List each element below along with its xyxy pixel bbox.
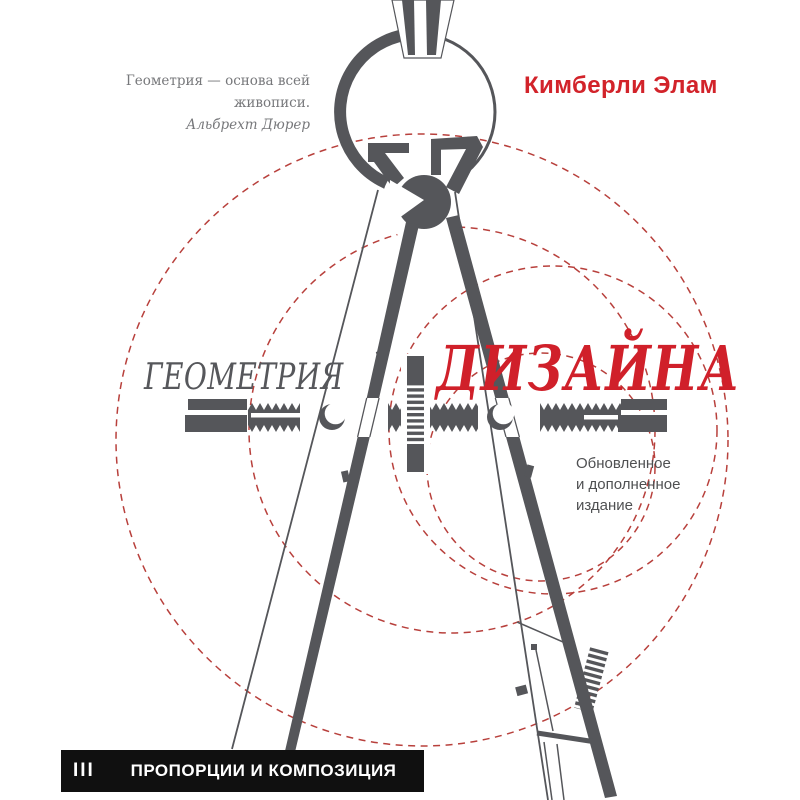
title-part-design: ДИЗАЙНА — [436, 332, 741, 405]
leg-step — [341, 470, 350, 482]
epigraph-attribution: Альбрехт Дюрер — [186, 117, 310, 133]
series-bar — [61, 750, 424, 792]
clamp-knob — [515, 685, 528, 697]
compass-handle — [392, 0, 454, 58]
edition-line: Обновленное — [576, 455, 671, 472]
left-leg-lower — [285, 437, 370, 752]
crossbar — [537, 733, 596, 742]
thread-segments — [248, 403, 621, 432]
edition-line: издание — [576, 497, 634, 514]
edition-line: и дополненное — [576, 476, 681, 493]
center-spindle — [401, 354, 430, 474]
series-title: ПРОПОРЦИИ И КОМПОЗИЦИЯ — [130, 761, 397, 780]
publisher-logo: III — [73, 760, 95, 781]
title-part-geometry: ГЕОМЕТРИЯ — [144, 357, 344, 398]
edition-note — [576, 453, 680, 516]
epigraph-text: Геометрия — основа всей живописи. — [125, 73, 310, 111]
pen-attachment — [515, 622, 609, 800]
epigraph — [58, 70, 310, 136]
author-name: Кимберли Элам — [524, 72, 718, 99]
compass-pivot — [368, 136, 483, 244]
compass-legs — [232, 190, 617, 800]
